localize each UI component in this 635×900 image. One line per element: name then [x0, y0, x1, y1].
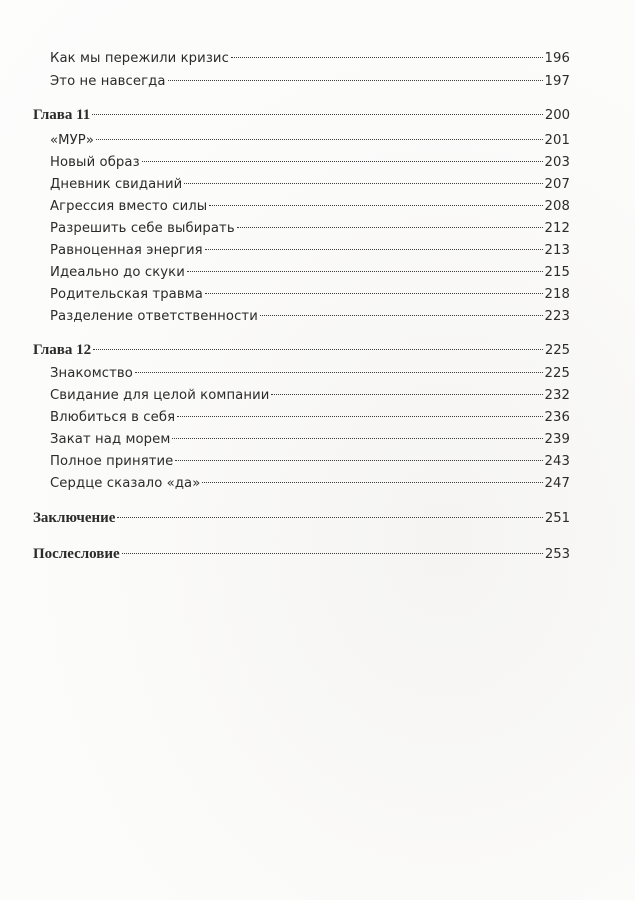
dot-leader [92, 114, 543, 115]
toc-entry-page: 213 [544, 243, 570, 258]
toc-entry-page: 207 [544, 177, 570, 192]
toc-entry-page: 201 [544, 133, 570, 148]
toc-entry [50, 262, 570, 284]
toc-chapter-heading [33, 339, 570, 361]
toc-entry [50, 385, 570, 407]
toc-entry [50, 451, 570, 473]
toc-entry [50, 429, 570, 451]
toc-entry-page: 251 [544, 511, 570, 526]
toc-entry [50, 306, 570, 328]
toc-entry-title: Равноценная энергия [50, 243, 203, 258]
dot-leader [142, 161, 543, 162]
toc-entry-page: 208 [544, 199, 570, 214]
toc-entry-page: 243 [544, 454, 570, 469]
toc-entry [50, 174, 570, 196]
toc-entry-page: 196 [544, 51, 570, 66]
toc-entry-page: 232 [544, 388, 570, 403]
toc-entry-title: Заключение [33, 510, 116, 526]
toc-entry-page: 223 [544, 309, 570, 324]
toc-entry [50, 284, 570, 306]
toc-section-heading [33, 543, 570, 565]
toc-entry-title: Агрессия вместо силы [50, 199, 208, 214]
toc-entry-title: Полное принятие [50, 454, 174, 469]
dot-leader [117, 517, 542, 518]
dot-leader [184, 183, 542, 184]
toc-entry-page: 200 [544, 108, 570, 123]
toc-entry-page: 236 [544, 410, 570, 425]
toc-entry-title: Глава 12 [33, 342, 92, 358]
toc-entry [50, 196, 570, 218]
toc-entry [50, 218, 570, 240]
dot-leader [271, 394, 542, 395]
toc-entry-title: Как мы пережили кризис [50, 51, 229, 66]
dot-leader [175, 460, 542, 461]
toc-entry-page: 225 [544, 366, 570, 381]
toc-entry-page: 225 [544, 343, 570, 358]
toc-entry-title: Свидание для целой компании [50, 388, 270, 403]
toc-section-heading [33, 507, 570, 529]
toc-entry-title: «МУР» [50, 133, 95, 148]
dot-leader [187, 271, 543, 272]
dot-leader [177, 416, 542, 417]
dot-leader [205, 293, 543, 294]
toc-entry-title: Разделение ответственности [50, 309, 258, 324]
toc-entry-page: 197 [544, 74, 570, 89]
dot-leader [209, 205, 542, 206]
toc-entry [50, 473, 570, 495]
toc-entry-title: Родительская травма [50, 287, 203, 302]
toc-entry-page: 247 [544, 476, 570, 491]
dot-leader [205, 249, 543, 250]
dot-leader [231, 57, 543, 58]
dot-leader [237, 227, 543, 228]
toc-entry [50, 71, 570, 93]
dot-leader [135, 372, 543, 373]
toc-entry [50, 363, 570, 385]
toc-entry-page: 212 [544, 221, 570, 236]
toc-entry-page: 218 [544, 287, 570, 302]
toc-entry [50, 240, 570, 262]
dot-leader [122, 553, 543, 554]
toc-entry-page: 253 [544, 547, 570, 562]
toc-entry [50, 130, 570, 152]
toc-entry-title: Сердце сказало «да» [50, 476, 201, 491]
toc-entry [50, 152, 570, 174]
dot-leader [93, 349, 543, 350]
toc-entry-page: 239 [544, 432, 570, 447]
dot-leader [96, 139, 543, 140]
dot-leader [168, 80, 543, 81]
toc-entry-title: Влюбиться в себя [50, 410, 176, 425]
toc-entry [50, 407, 570, 429]
toc-entry-title: Новый образ [50, 155, 140, 170]
toc-entry-title: Глава 11 [33, 107, 91, 123]
toc-entry-title: Разрешить себе выбирать [50, 221, 235, 236]
toc-chapter-heading [33, 104, 570, 126]
toc-entry-page: 203 [544, 155, 570, 170]
toc-entry-title: Закат над морем [50, 432, 171, 447]
toc-entry-title: Знакомство [50, 366, 133, 381]
toc-entry-title: Послесловие [33, 546, 120, 562]
toc-entry-page: 215 [544, 265, 570, 280]
toc-entry-title: Дневник свиданий [50, 177, 183, 192]
dot-leader [260, 315, 543, 316]
dot-leader [202, 482, 542, 483]
dot-leader [172, 438, 542, 439]
toc-entry-title: Идеально до скуки [50, 265, 185, 280]
toc-entry-title: Это не навсегда [50, 74, 166, 89]
toc-entry [50, 48, 570, 70]
